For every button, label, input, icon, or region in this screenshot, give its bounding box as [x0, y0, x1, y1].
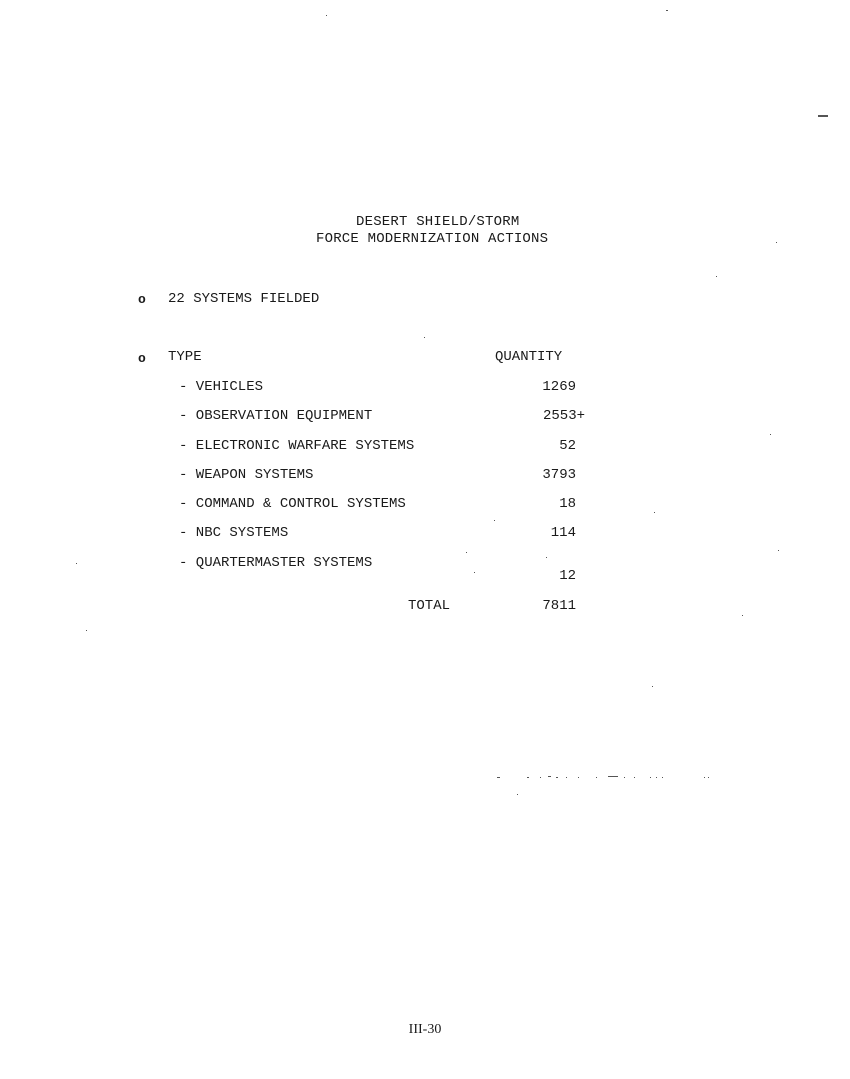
scan-speck	[424, 337, 425, 338]
row-qty-weapon: 3793	[542, 467, 576, 483]
row-label-quartermaster: - QUARTERMASTER SYSTEMS	[179, 555, 373, 571]
scan-speck	[86, 630, 87, 631]
type-header: TYPE	[168, 349, 202, 365]
row-label-nbc: - NBC SYSTEMS	[179, 525, 289, 541]
scan-dot-line	[634, 777, 635, 778]
scan-speck	[776, 242, 777, 243]
total-label: TOTAL	[408, 598, 451, 614]
row-label-command-control: - COMMAND & CONTROL SYSTEMS	[179, 496, 406, 512]
title-line-1: DESERT SHIELD/STORM	[356, 214, 520, 230]
scan-dot-line	[608, 776, 618, 777]
scan-dot-line	[704, 777, 705, 778]
scan-speck	[778, 550, 779, 551]
scan-speck	[517, 794, 518, 795]
systems-fielded: 22 SYSTEMS FIELDED	[168, 291, 320, 307]
row-qty-command-control: 18	[559, 496, 576, 512]
row-qty-vehicles: 1269	[542, 379, 576, 395]
scan-dot-line	[548, 776, 551, 777]
scan-speck	[326, 15, 327, 16]
row-label-weapon: - WEAPON SYSTEMS	[179, 467, 314, 483]
scan-dot-line	[708, 777, 709, 778]
row-label-vehicles: - VEHICLES	[179, 379, 264, 395]
quantity-header: QUANTITY	[495, 349, 563, 365]
scan-speck	[742, 615, 743, 616]
row-qty-quartermaster: 12	[559, 568, 576, 584]
scan-speck	[666, 10, 668, 11]
scan-speck	[494, 520, 495, 521]
title-line-2: FORCE MODERNIZATION ACTIONS	[316, 231, 549, 247]
scan-dot-line	[662, 777, 663, 778]
scan-speck	[466, 552, 467, 553]
scan-dot-line	[656, 777, 657, 778]
scan-dot-line	[540, 777, 541, 778]
row-label-electronic-warfare: - ELECTRONIC WARFARE SYSTEMS	[179, 438, 415, 454]
scan-dot-line	[596, 777, 597, 778]
scan-dot-line	[624, 777, 625, 778]
scan-speck	[546, 557, 547, 558]
scan-dot-line	[566, 777, 567, 778]
scan-dot-line	[497, 777, 500, 778]
scan-dot-line	[650, 777, 651, 778]
row-label-observation: - OBSERVATION EQUIPMENT	[179, 408, 373, 424]
bullet-type: o	[138, 351, 146, 366]
scan-speck	[770, 434, 771, 435]
scan-speck	[652, 686, 653, 687]
total-value: 7811	[542, 598, 576, 614]
bullet-systems: o	[138, 292, 146, 307]
scan-speck	[654, 512, 655, 513]
row-qty-electronic-warfare: 52	[559, 438, 576, 454]
scan-dot-line	[527, 777, 529, 778]
scan-dot-line	[578, 777, 579, 778]
scan-artifact-mark	[818, 115, 828, 117]
row-qty-nbc: 114	[550, 525, 576, 541]
scan-speck	[474, 572, 475, 573]
scan-speck	[716, 276, 717, 277]
page-number: III-30	[408, 1022, 442, 1037]
row-qty-observation: 2553+	[542, 408, 585, 424]
scan-speck	[76, 563, 77, 564]
scan-dot-line	[556, 777, 558, 778]
